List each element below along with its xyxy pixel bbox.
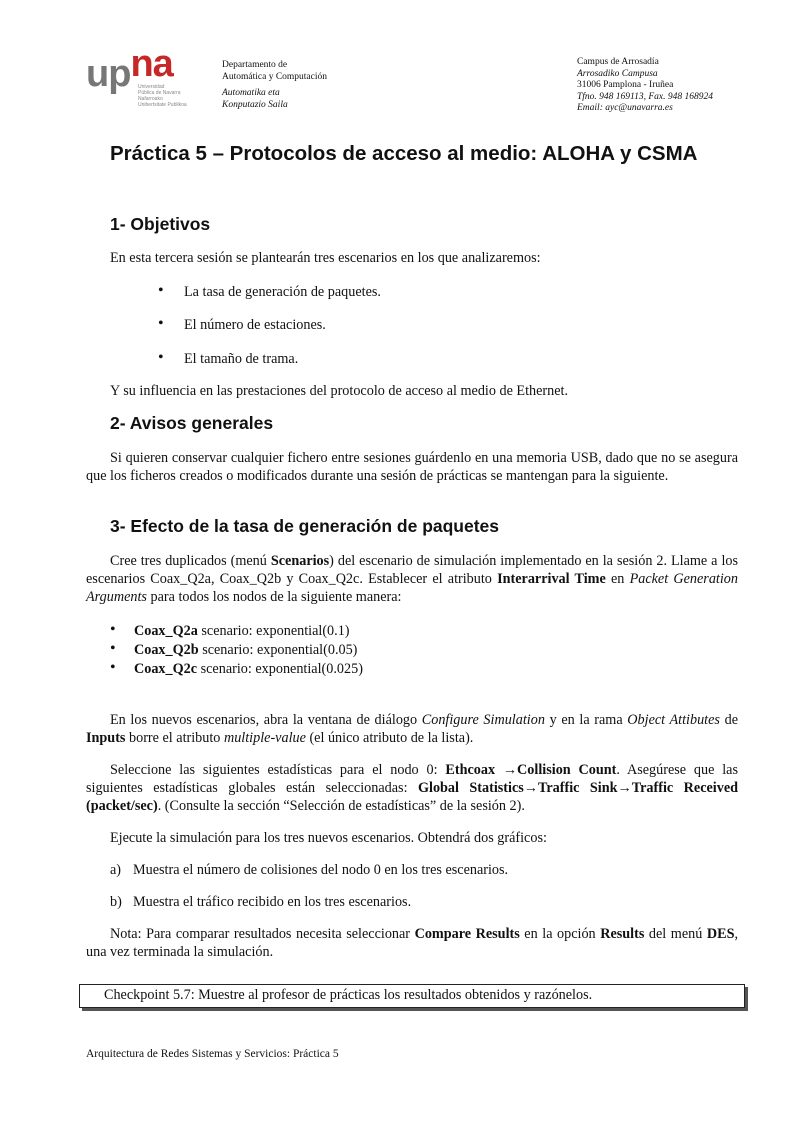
department-eu — [222, 87, 327, 111]
campus-line-1: Campus de Arrosadía — [577, 57, 659, 67]
department-eu-1: Automatika eta — [222, 88, 280, 98]
scenario-name: Coax_Q2a — [134, 623, 198, 639]
inputs: Inputs — [86, 730, 126, 746]
des-menu: DES — [706, 926, 735, 942]
section-3-note — [86, 925, 738, 961]
campus-line-4: Tfno. 948 169113, Fax. 948 168924 — [577, 91, 713, 102]
logo-sub-4: Unibertsitate Publikoa — [138, 102, 187, 108]
logo-subtitle — [138, 84, 208, 108]
logo-sub-3: Nafarroako — [138, 96, 163, 102]
text-run: de — [719, 712, 738, 728]
text-run: En los nuevos escenarios, abra la ventana de diálogo — [110, 712, 422, 728]
traffic-received-stat: Global Statistics→Traffic Sink→Traffic Received (packet/sec) — [86, 780, 739, 814]
bullet-icon: • — [158, 282, 164, 299]
list-text: Muestra el tráfico recibido en los tres escenarios. — [133, 894, 412, 910]
text-run: Seleccione las siguientes estadísticas para el nodo 0: — [110, 762, 446, 778]
text-run: en la opción — [519, 926, 601, 942]
results-option: Results — [600, 926, 645, 942]
bullet-icon: • — [158, 349, 164, 366]
section-3-heading: 3- Efecto de la tasa de generación de paquetes — [110, 516, 500, 536]
campus-line-3: 31006 Pamplona - Iruñea — [577, 80, 674, 90]
upna-logo — [86, 43, 206, 110]
text-run: (el único atributo de la lista). — [305, 730, 474, 746]
text-run: del menú — [644, 926, 707, 942]
text-run: ) del escenario de simulación implementado en la sesión 2. Llame a los escenarios Coax_Q2a, Coax_Q2b y Coax_Q2c. Establecer el atributo — [86, 553, 738, 587]
scenario-desc: scenario: exponential(0.025) — [197, 661, 363, 677]
scenario-name: Coax_Q2c — [134, 661, 198, 677]
scenario-item — [134, 641, 357, 659]
bullet-text: El número de estaciones. — [184, 317, 326, 333]
scenario-item — [134, 622, 350, 640]
text-run: Nota: Para comparar resultados necesita seleccionar — [110, 926, 415, 942]
text-run: en — [605, 571, 630, 587]
logo-up: up — [86, 53, 131, 95]
text-run: . Asegúrese que las siguientes estadísticas globales están seleccionadas: — [86, 762, 739, 796]
section-1-heading: 1- Objetivos — [110, 214, 211, 234]
page-footer: Arquitectura de Redes Sistemas y Servicios: Práctica 5 — [86, 1048, 339, 1060]
bullet-text: La tasa de generación de paquetes. — [184, 284, 381, 300]
checkpoint-text: Checkpoint 5.7: Muestre al profesor de prácticas los resultados obtenidos y razónelos. — [104, 987, 593, 1003]
text-run: y en la rama — [544, 712, 628, 728]
multiple-value: multiple-value — [223, 730, 306, 746]
packet-generation-arguments: Packet Generation Arguments — [86, 571, 738, 605]
text-run: Cree tres duplicados (menú — [110, 553, 271, 569]
list-text: Muestra el número de colisiones del nodo 0 en los tres escenarios. — [133, 862, 509, 878]
collision-count-stat: Ethcoax →Collision Count — [445, 762, 617, 778]
department-name-2: Automática y Computación — [222, 72, 328, 82]
text-run: borre el atributo — [125, 730, 224, 746]
logo-sub-1: Universidad — [138, 84, 165, 90]
section-1-outro: Y su influencia en las prestaciones del protocolo de acceso al medio de Ethernet. — [110, 383, 569, 399]
campus-line-2: Arrosadiko Campusa — [577, 68, 658, 79]
page-title: Práctica 5 – Protocolos de acceso al medio: ALOHA y CSMA — [110, 142, 698, 165]
bullet-icon: • — [110, 659, 116, 676]
section-3-paragraph-2 — [86, 711, 738, 747]
department-eu-2: Konputazio Saila — [222, 100, 288, 110]
text-run: para todos los nodos de la siguiente manera: — [146, 589, 402, 605]
bullet-icon: • — [158, 315, 164, 332]
object-attributes: Object Attibutes — [627, 712, 720, 728]
text-run: , una vez terminada la simulación. — [86, 926, 739, 960]
department-name: Departamento de — [222, 60, 288, 70]
list-label: b) — [110, 894, 122, 910]
scenario-name: Coax_Q2b — [134, 642, 199, 658]
campus-block — [577, 57, 713, 115]
logo-sub-2: Pública de Navarra — [138, 90, 181, 96]
configure-simulation: Configure Simulation — [421, 712, 545, 728]
logo-na: na — [130, 43, 173, 85]
text-run: . (Consulte la sección “Selección de estadísticas” de la sesión 2). — [157, 798, 525, 814]
bullet-icon: • — [110, 621, 116, 638]
department-block — [222, 59, 327, 111]
compare-results: Compare Results — [414, 926, 520, 942]
list-label: a) — [110, 862, 122, 878]
section-3-paragraph-4: Ejecute la simulación para los tres nuevos escenarios. Obtendrá dos gráficos: — [110, 830, 547, 846]
checkpoint-box — [79, 984, 745, 1008]
section-3-paragraph-3 — [86, 761, 738, 815]
scenario-desc: scenario: exponential(0.1) — [197, 623, 350, 639]
menu-scenarios: Scenarios — [270, 553, 330, 569]
scenario-desc: scenario: exponential(0.05) — [198, 642, 358, 658]
bullet-icon: • — [110, 640, 116, 657]
section-3-paragraph-1 — [86, 552, 738, 606]
section-2-text: Si quieren conservar cualquier fichero entre sesiones guárdenlo en una memoria USB, dado que no se asegura que los ficheros creados o modificados durante una sesión de prácticas se mantengan para la siguiente. — [86, 450, 738, 484]
scenario-item — [134, 660, 363, 678]
campus-email: Email: ayc@unavarra.es — [577, 103, 673, 113]
bullet-text: El tamaño de trama. — [184, 351, 299, 367]
attribute-interarrival-time: Interarrival Time — [497, 571, 606, 587]
section-1-intro: En esta tercera sesión se plantearán tres escenarios en los que analizaremos: — [110, 250, 541, 266]
section-2-heading: 2- Avisos generales — [110, 413, 274, 433]
